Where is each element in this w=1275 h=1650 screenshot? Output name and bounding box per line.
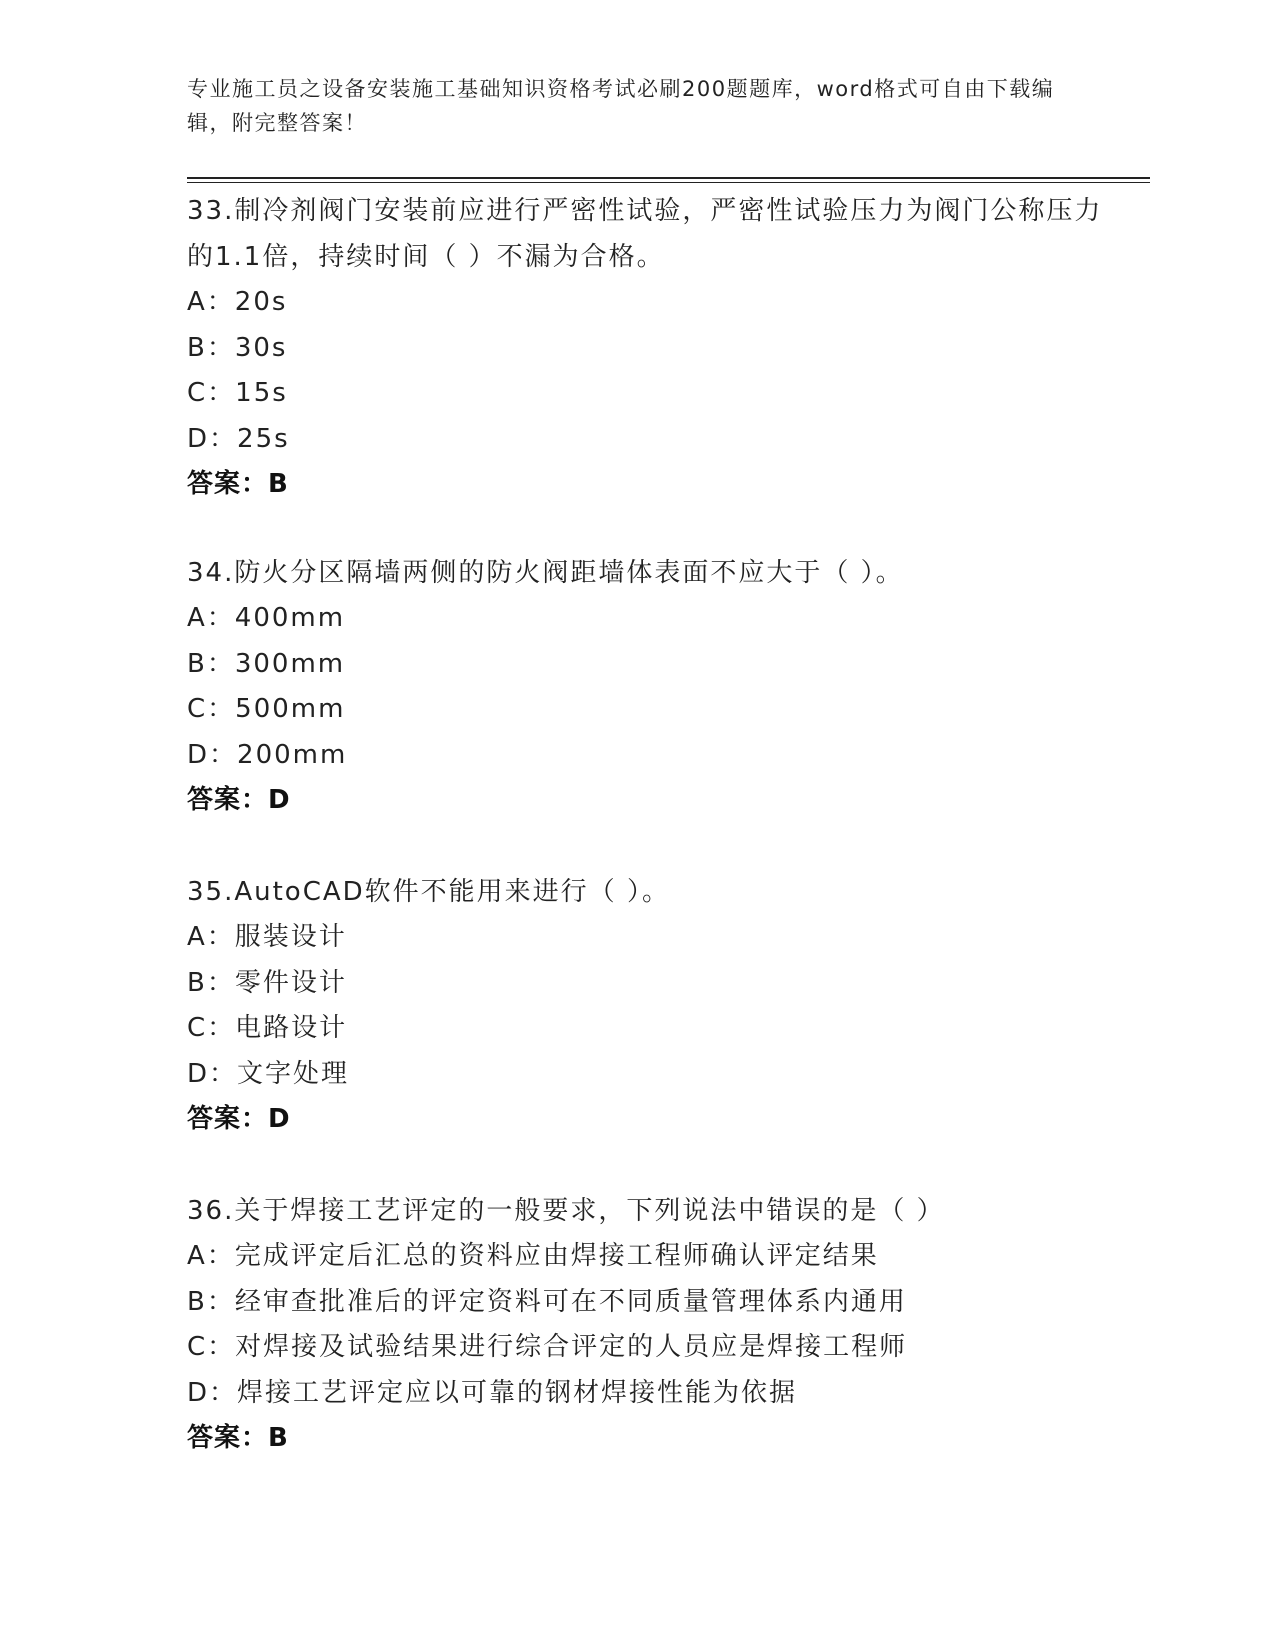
option-b: B：零件设计 bbox=[187, 967, 347, 998]
option-b: B：300mm bbox=[187, 648, 346, 679]
answer-line: 答案：B bbox=[187, 469, 289, 499]
option-d: D：文字处理 bbox=[187, 1058, 350, 1089]
option-c: C：电路设计 bbox=[187, 1013, 348, 1043]
document-header: 专业施工员之设备安装施工基础知识资格考试必刷200题题库，word格式可自由下载编辑，附完整答案！ bbox=[187, 77, 1055, 135]
option-c: C：500mm bbox=[187, 694, 346, 724]
option-c: C：对焊接及试验结果进行综合评定的人员应是焊接工程师 bbox=[187, 1332, 908, 1362]
question-stem: 34.防火分区隔墙两侧的防火阀距墙体表面不应大于（ ）。 bbox=[187, 558, 904, 588]
question-33 bbox=[187, 188, 1107, 507]
question-36 bbox=[187, 1188, 1107, 1461]
answer-line: 答案：B bbox=[187, 1423, 289, 1453]
option-d: D：焊接工艺评定应以可靠的钢材焊接性能为依据 bbox=[187, 1377, 798, 1408]
option-b: B：30s bbox=[187, 332, 288, 363]
option-b: B：经审查批准后的评定资料可在不同质量管理体系内通用 bbox=[187, 1286, 907, 1317]
question-stem: 36.关于焊接工艺评定的一般要求，下列说法中错误的是（ ） bbox=[187, 1196, 945, 1226]
answer-line: 答案：D bbox=[187, 785, 291, 815]
question-34 bbox=[187, 550, 1107, 823]
option-c: C：15s bbox=[187, 378, 288, 408]
option-a: A：完成评定后汇总的资料应由焊接工程师确认评定结果 bbox=[187, 1241, 879, 1271]
question-35 bbox=[187, 869, 1107, 1142]
option-a: A：400mm bbox=[187, 603, 346, 633]
answer-line: 答案：D bbox=[187, 1104, 291, 1134]
option-d: D：200mm bbox=[187, 739, 348, 770]
header-divider-thick bbox=[187, 177, 1150, 179]
question-stem: 33.制冷剂阀门安装前应进行严密性试验，严密性试验压力为阀门公称压力的1.1倍，持续时间（ ）不漏为合格。 bbox=[187, 196, 1103, 272]
option-a: A：服装设计 bbox=[187, 922, 347, 952]
header-divider-thin bbox=[187, 182, 1150, 183]
question-stem: 35.AutoCAD软件不能用来进行（ ）。 bbox=[187, 877, 670, 907]
option-d: D：25s bbox=[187, 423, 290, 454]
option-a: A：20s bbox=[187, 287, 288, 317]
